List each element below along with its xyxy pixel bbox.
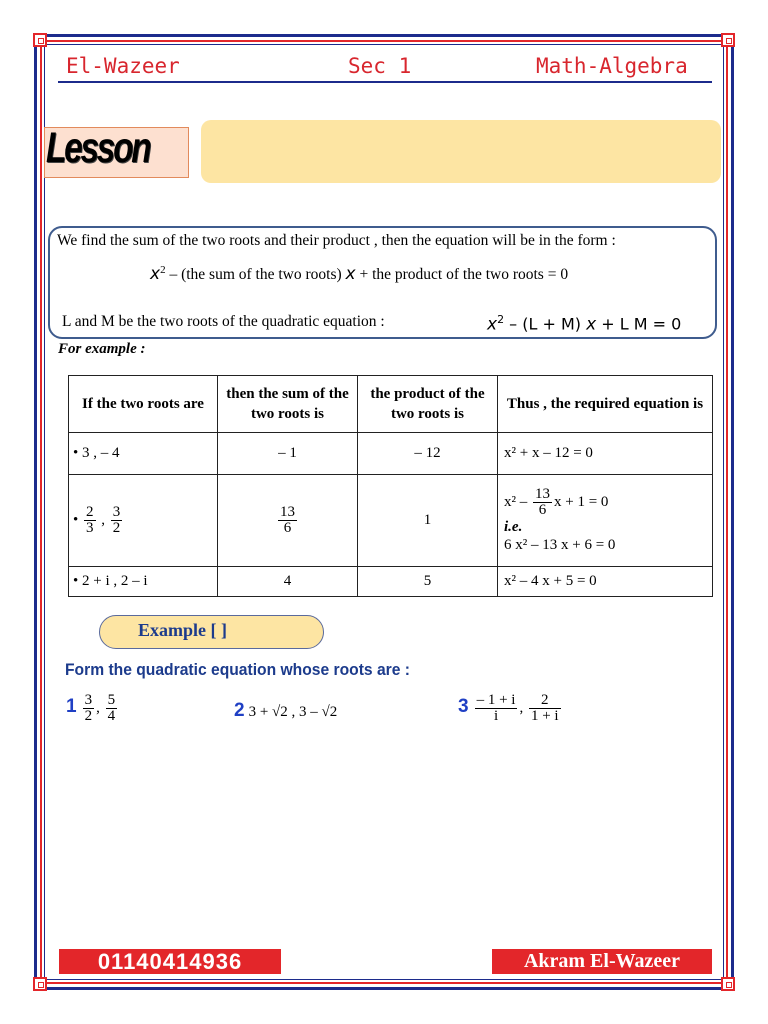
rule-lm-formula: $x^2 - (L + M) x + L$ M = 0 <box>487 313 682 335</box>
product-cell: 5 <box>358 567 498 597</box>
product-cell: 1 <box>358 475 498 567</box>
sum-cell <box>218 475 358 567</box>
table-header: Thus , the required equation is <box>498 376 713 433</box>
sum-cell: – 1 <box>218 433 358 475</box>
sum-cell: 4 <box>218 567 358 597</box>
corner-ornament <box>33 977 47 991</box>
footer-author: Akram El-Wazeer <box>492 949 712 974</box>
table-row <box>69 567 713 597</box>
table-row <box>69 433 713 475</box>
product-cell: – 12 <box>358 433 498 475</box>
footer-phone: 01140414936 <box>59 949 281 974</box>
header-center: Sec 1 <box>348 54 412 78</box>
fraction: $\frac{13}{6}$ <box>280 504 295 536</box>
fraction: $\frac{2}{1 + i}$ <box>530 692 559 724</box>
example-label: Example [ ] <box>138 620 227 640</box>
fraction: $\frac{2}{3}$ <box>86 504 94 536</box>
problem-2: 2 3 + √2 , 3 – √2 <box>234 700 338 721</box>
roots-table <box>68 375 713 597</box>
roots-cell: • 2 + i , 2 – i <box>69 567 218 597</box>
problem-1: 1 $\frac{3}{2}$ , $\frac{5}{4}$ <box>66 692 116 724</box>
equation-alt: 6 x² – 13 x + 6 = 0 <box>504 537 616 553</box>
corner-ornament <box>721 977 735 991</box>
lesson-title-box <box>201 120 721 183</box>
table-header-row <box>69 376 713 433</box>
rule-formula: $x^2 - (the$ sum of the two roots) x + the product of the two roots = 0 <box>150 264 569 285</box>
fraction: $\frac{- 1 + i}{i}$ <box>476 692 516 724</box>
roots-cell: • 3 , – 4 <box>69 433 218 475</box>
header-right: Math-Algebra <box>536 54 688 78</box>
fraction: $\frac{3}{2}$ <box>84 692 93 724</box>
header-left: El-Wazeer <box>66 54 180 78</box>
equation-cell: x² + x – 12 = 0 <box>498 433 713 475</box>
equation-cell: x² – 4 x + 5 = 0 <box>498 567 713 597</box>
fraction: $\frac{3}{2}$ <box>112 504 121 536</box>
rule-lm-text: L and M be the two roots of the quadratic equation : <box>62 313 385 330</box>
rule-intro: We find the sum of the two roots and their product , then the equation will be in the form : <box>57 232 616 249</box>
table-row <box>69 475 713 567</box>
equation-cell: x² – $\frac{13}{6}$ x + 1 = 0 i.e. 6 x² – 13 x + 6 = 0 <box>498 475 713 567</box>
corner-ornament <box>721 33 735 47</box>
lesson-label: Lesson <box>46 124 150 172</box>
roots-cell: • $\frac{2}{3}$ , $\frac{3}{2}$ <box>69 475 218 567</box>
table-header: then the sum of the two roots is <box>218 376 358 433</box>
fraction: $\frac{13}{6}$ <box>535 486 550 518</box>
task-statement: Form the quadratic equation whose roots are : <box>65 660 410 679</box>
corner-ornament <box>33 33 47 47</box>
problem-3: 3 $\frac{- 1 + i}{i}$ , $\frac{2}{1 + i}$ <box>458 692 559 724</box>
table-header: If the two roots are <box>69 376 218 433</box>
fraction: $\frac{5}{4}$ <box>107 692 116 724</box>
for-example-label: For example : <box>58 341 146 357</box>
ie-label: i.e. <box>504 519 523 535</box>
table-header: the product of the two roots is <box>358 376 498 433</box>
header-rule <box>58 81 712 83</box>
